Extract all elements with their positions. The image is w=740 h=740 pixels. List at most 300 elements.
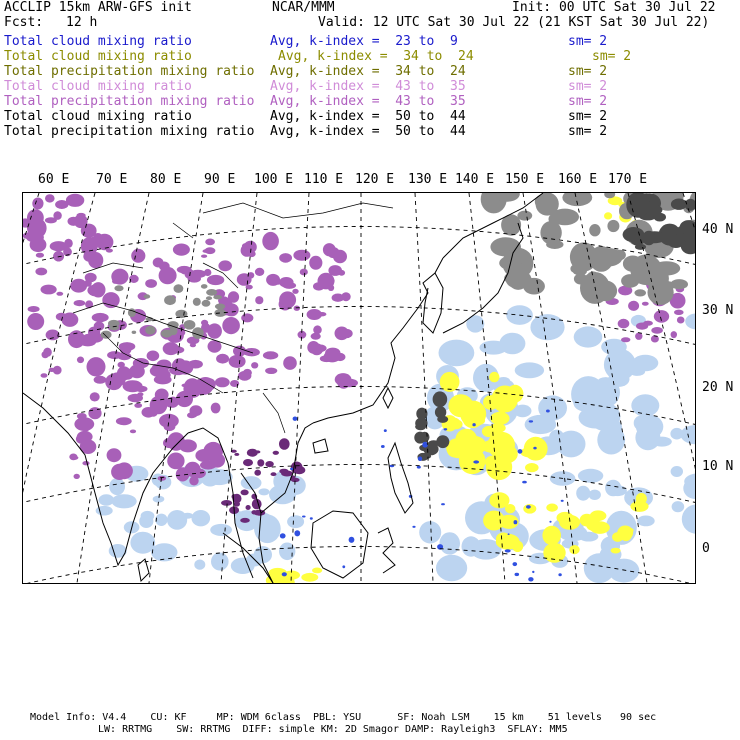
field-name: Total precipitation mixing ratio (4, 94, 255, 109)
precip-patch (35, 268, 47, 276)
precip-patch-dark (234, 453, 239, 456)
precip-patch (53, 366, 62, 375)
high-cloud-patch (595, 248, 622, 266)
field-avg: Avg, k-index = 34 to 24 (278, 49, 474, 64)
light-cloud-patch (685, 313, 695, 329)
light-cloud-patch (672, 501, 685, 512)
precip-patch (187, 412, 196, 418)
precip-patch (176, 391, 193, 407)
high-cloud-patch (213, 295, 222, 299)
low-cloud-speck (349, 537, 355, 543)
lon-label: 130 E (408, 172, 448, 187)
precip-patch (118, 362, 125, 368)
high-cloud-patch-dark (671, 199, 687, 210)
precip-patch (159, 414, 179, 428)
light-cloud-patch (211, 553, 229, 571)
low-cloud-speck (381, 445, 385, 448)
lon-label: 80 E (150, 172, 182, 187)
cloud-patch-yellow (493, 444, 518, 464)
precip-patch (85, 300, 93, 308)
light-cloud-patch (499, 333, 525, 355)
light-cloud-patch (258, 488, 269, 495)
precip-patch (155, 389, 169, 401)
precip-patch (148, 407, 158, 417)
precip-patch (335, 353, 346, 361)
precip-patch (116, 462, 133, 479)
field-name: Total cloud mixing ratio (4, 34, 192, 49)
light-cloud-patch (194, 560, 205, 570)
low-cloud-speck (472, 423, 475, 426)
high-cloud-patch (653, 261, 681, 275)
precip-patch-dark (254, 470, 261, 476)
cloud-patch-yellow (512, 541, 523, 552)
low-cloud-speck (561, 500, 564, 502)
precip-patch (43, 348, 52, 357)
precip-patch (89, 236, 103, 243)
low-cloud-speck (526, 505, 531, 509)
precip-patch (91, 282, 105, 297)
precip-patch (70, 279, 87, 293)
light-cloud-patch (531, 421, 543, 429)
high-cloud-patch-dark (436, 435, 449, 448)
field-avg: Avg, k-index = 43 to 35 (270, 94, 466, 109)
precip-patch (50, 241, 68, 251)
lon-label: 120 E (355, 172, 395, 187)
precip-patch (112, 279, 119, 284)
precip-patch (283, 282, 297, 289)
low-cloud-speck (384, 429, 387, 432)
light-cloud-patch (155, 514, 167, 526)
precip-patch (46, 330, 60, 341)
high-cloud-patch (144, 294, 151, 298)
precip-patch-dark (257, 459, 264, 466)
hainan-coastline (313, 439, 328, 453)
precip-patch (307, 341, 319, 354)
cloud-patch-yellow (489, 372, 499, 383)
light-cloud-patch (574, 326, 603, 347)
light-cloud-patch (589, 490, 601, 500)
precip-patch (205, 239, 215, 246)
light-cloud-patch (439, 340, 475, 367)
light-cloud-patch (109, 478, 125, 495)
precip-patch (74, 417, 94, 431)
light-cloud-patch (637, 516, 655, 527)
precip-patch (77, 213, 86, 218)
light-cloud-patch (515, 362, 544, 378)
light-cloud-patch (682, 504, 695, 533)
cloud-patch-yellow (301, 573, 318, 582)
precip-patch-dark (246, 505, 251, 510)
precip-patch (203, 249, 210, 253)
taiwan-coastline (383, 388, 393, 408)
precip-patch (28, 306, 40, 312)
precip-patch-dark (265, 461, 273, 467)
precip-patch (129, 275, 139, 283)
precip-patch (677, 317, 685, 324)
precip-patch (318, 273, 335, 290)
light-cloud-patch (153, 496, 165, 503)
light-cloud-patch (578, 469, 603, 483)
low-cloud-speck (549, 521, 551, 523)
precip-patch (137, 392, 143, 396)
light-cloud-patch (192, 510, 211, 526)
precip-patch (134, 403, 142, 408)
field-avg: Avg, k-index = 23 to 9 (270, 34, 458, 49)
precip-patch (66, 194, 84, 207)
precip-patch (338, 270, 345, 276)
low-cloud-speck (282, 572, 287, 576)
cloud-patch-yellow (569, 545, 579, 554)
precip-patch (642, 302, 649, 306)
low-cloud-speck (293, 417, 298, 421)
light-cloud-patch (634, 416, 647, 430)
precip-patch (41, 373, 48, 378)
precip-patch (116, 417, 132, 425)
high-cloud-patch-dark (667, 234, 684, 248)
high-cloud-patch (634, 289, 646, 296)
low-cloud-speck (518, 449, 523, 454)
precip-patch (218, 260, 232, 271)
precip-patch (651, 335, 659, 342)
precip-patch (87, 357, 106, 376)
high-cloud-patch-dark (437, 416, 448, 423)
precip-patch (209, 453, 225, 468)
model-info-line2: LW: RRTMG SW: RRTMG DIFF: simple KM: 2D Smagor DAMP: Rayleigh3 SFLAY: MM5 (98, 724, 568, 735)
precip-patch-dark (241, 490, 249, 496)
fcst-value: 12 h (66, 15, 98, 30)
precip-patch (27, 313, 44, 330)
high-cloud-patch (201, 284, 208, 289)
high-cloud-patch (132, 331, 137, 334)
cloud-patch-yellow (617, 526, 633, 540)
high-cloud-patch (114, 285, 123, 291)
low-cloud-speck (294, 530, 300, 536)
precip-patch (262, 232, 279, 250)
field-avg: Avg, k-index = 50 to 44 (270, 109, 466, 124)
lon-label: 140 E (455, 172, 495, 187)
lon-label: 110 E (304, 172, 344, 187)
precip-patch (189, 476, 198, 485)
high-cloud-patch (206, 296, 212, 300)
precip-patch (279, 253, 292, 263)
high-cloud-patch (202, 300, 211, 307)
lat-label: 30 N (702, 303, 734, 318)
high-cloud-patch (664, 281, 674, 291)
high-cloud-patch (193, 298, 201, 306)
light-cloud-patch (514, 405, 532, 418)
low-cloud-speck (522, 481, 527, 484)
lon-label: 70 E (96, 172, 128, 187)
high-cloud-patch (164, 295, 176, 305)
precip-patch (53, 251, 64, 262)
lon-label: 100 E (254, 172, 294, 187)
precip-patch (341, 292, 350, 301)
precip-patch (323, 243, 336, 256)
precip-patch-dark (279, 469, 288, 474)
field-sm: sm= 2 (592, 49, 632, 64)
precip-patch (173, 244, 190, 256)
lat-label: 40 N (702, 222, 734, 237)
lat-label: 20 N (702, 380, 734, 395)
model-title: ACCLIP 15km ARW-GFS init (4, 0, 192, 15)
high-cloud-patch (523, 278, 545, 295)
high-cloud-patch-dark (642, 231, 655, 245)
cloud-patch-yellow (492, 386, 519, 413)
map-panel (22, 192, 696, 584)
precip-patch (216, 354, 229, 364)
precip-patch-dark (271, 472, 277, 476)
philippines-coastline (388, 443, 413, 513)
light-cloud-patch (109, 544, 127, 558)
high-cloud-patch (607, 220, 619, 232)
lon-label: 90 E (204, 172, 236, 187)
low-cloud-speck (473, 460, 479, 463)
precip-patch (77, 357, 84, 364)
low-cloud-speck (508, 533, 510, 535)
precip-patch (56, 292, 63, 296)
cloud-patch-yellow (490, 412, 509, 425)
precip-patch (283, 356, 297, 370)
light-cloud-patch (439, 532, 460, 554)
precip-patch (241, 313, 253, 322)
precip-patch (85, 273, 97, 282)
precip-patch (255, 268, 264, 276)
light-cloud-patch (466, 315, 484, 332)
light-cloud-patch (436, 555, 467, 582)
low-cloud-speck (558, 573, 561, 576)
field-name: Total precipitation mixing ratio (4, 64, 255, 79)
field-name: Total precipitation mixing ratio (4, 124, 255, 139)
precip-patch (618, 319, 630, 329)
high-cloud-patch (206, 289, 217, 296)
light-cloud-patch (419, 521, 441, 543)
precip-patch (119, 342, 136, 351)
cloud-patch-yellow (636, 493, 647, 504)
light-cloud-patch (167, 510, 187, 530)
precip-patch (671, 331, 677, 338)
light-cloud-patch (631, 394, 659, 416)
precip-patch (636, 323, 648, 330)
lat-label: 0 (702, 541, 710, 556)
precip-patch (181, 269, 190, 275)
low-cloud-speck (514, 520, 518, 524)
precip-patch (130, 430, 136, 434)
precip-patch (179, 439, 197, 452)
map-canvas (23, 193, 695, 583)
light-cloud-patch (629, 367, 645, 376)
low-cloud-speck (418, 456, 422, 461)
light-cloud-patch (141, 511, 155, 521)
precip-patch (102, 292, 119, 308)
cloud-patch-yellow (505, 504, 515, 513)
precip-patch (307, 309, 322, 320)
model-info-line1: Model Info: V4.4 CU: KF MP: WDM 6class PBL: YSU SF: Noah LSM 15 km 51 levels 90 sec (30, 712, 657, 723)
high-cloud-patch (101, 331, 112, 339)
precip-patch (654, 310, 669, 323)
cloud-patch-yellow (482, 426, 496, 437)
low-cloud-speck (280, 533, 286, 538)
high-cloud-patch-dark (626, 193, 650, 218)
precip-patch (131, 249, 145, 263)
field-sm: sm= 2 (568, 109, 608, 124)
low-cloud-speck (441, 503, 445, 505)
precip-patch-dark (243, 459, 253, 466)
precip-patch (36, 253, 44, 258)
precip-patch (45, 194, 55, 202)
high-cloud-patch (174, 284, 184, 293)
cloud-patch-yellow (590, 521, 610, 534)
cloud-patch-yellow (559, 515, 580, 530)
field-sm: sm= 2 (568, 79, 608, 94)
high-cloud-patch (621, 274, 639, 288)
precip-patch-dark (252, 499, 262, 509)
high-cloud-patch (589, 224, 600, 236)
light-cloud-patch (96, 506, 113, 516)
precip-patch (201, 255, 207, 258)
lon-label: 150 E (505, 172, 545, 187)
field-avg: Avg, k-index = 50 to 44 (270, 124, 466, 139)
precip-patch (53, 211, 61, 220)
cloud-patch-yellow (542, 526, 561, 545)
low-cloud-speck (532, 571, 534, 573)
precip-patch (109, 454, 117, 458)
precip-patch (193, 378, 213, 395)
high-cloud-patch (517, 211, 532, 221)
precip-patch (251, 362, 258, 368)
low-cloud-speck (533, 447, 536, 450)
precip-field-layer (23, 193, 695, 583)
precip-patch (292, 289, 298, 294)
precip-patch (309, 256, 322, 270)
low-cloud-speck (528, 577, 533, 581)
high-cloud-patch (108, 320, 120, 327)
precip-patch (190, 270, 207, 278)
light-cloud-patch (210, 524, 232, 536)
precip-patch (88, 327, 100, 338)
precip-patch (123, 380, 143, 392)
light-cloud-patch (579, 407, 612, 429)
cloud-patch-yellow (546, 504, 558, 512)
sulawesi-coastline (378, 528, 395, 573)
precip-patch (628, 301, 639, 311)
precip-patch (207, 275, 224, 285)
field-avg: Avg, k-index = 34 to 24 (270, 64, 466, 79)
low-cloud-speck (444, 428, 448, 430)
lon-label: 60 E (38, 172, 70, 187)
light-cloud-patch (287, 515, 304, 528)
field-sm: sm= 2 (568, 94, 608, 109)
precip-patch (335, 373, 352, 386)
light-cloud-patch (279, 543, 295, 561)
light-cloud-patch (112, 494, 137, 508)
high-cloud-patch (184, 320, 196, 330)
field-sm: sm= 2 (568, 64, 608, 79)
light-cloud-patch (604, 349, 636, 381)
precip-patch (70, 456, 78, 460)
precip-patch (172, 402, 178, 405)
precip-patch-dark (279, 438, 290, 450)
precip-patch (341, 329, 353, 338)
precip-patch (159, 262, 170, 271)
field-sm: sm= 2 (568, 124, 608, 139)
light-cloud-patch (671, 466, 683, 477)
precip-patch (154, 375, 172, 384)
precip-patch (313, 325, 322, 334)
precip-patch (215, 377, 230, 387)
precip-patch (129, 365, 145, 379)
precip-patch (90, 392, 100, 401)
precip-patch (145, 279, 157, 288)
low-cloud-speck (290, 468, 293, 470)
precip-patch (172, 358, 187, 373)
korea-coastline (423, 273, 443, 333)
high-cloud-patch (215, 304, 225, 310)
precip-patch (651, 327, 663, 334)
light-cloud-patch (652, 437, 672, 447)
cloud-patch-yellow (312, 568, 322, 574)
precip-patch (222, 317, 240, 334)
lat-label: 10 N (702, 459, 734, 474)
precip-patch-dark (247, 449, 258, 457)
low-cloud-speck (310, 517, 313, 519)
high-cloud-patch-dark (415, 418, 427, 429)
precip-patch (238, 371, 251, 381)
cloud-patch-yellow (604, 212, 612, 219)
precip-patch (269, 279, 279, 284)
cloud-patch-yellow (447, 445, 463, 458)
precip-patch (32, 198, 43, 210)
precip-patch (62, 313, 79, 327)
precip-patch (311, 333, 321, 340)
light-cloud-patch (530, 314, 564, 340)
high-cloud-patch (535, 194, 551, 209)
high-cloud-patch (546, 240, 563, 249)
field-name: Total cloud mixing ratio (4, 79, 192, 94)
precip-patch (157, 360, 172, 371)
fcst-label: Fcst: (4, 15, 44, 30)
light-cloud-patch (576, 486, 590, 501)
light-cloud-patch (99, 494, 115, 505)
light-cloud-patch (670, 428, 683, 440)
low-cloud-speck (505, 549, 511, 552)
precip-patch (147, 351, 160, 362)
light-cloud-patch (231, 558, 255, 574)
low-cloud-speck (342, 565, 345, 568)
precip-patch (94, 376, 107, 384)
low-cloud-speck (515, 573, 520, 576)
low-cloud-speck (513, 562, 518, 566)
precip-patch (27, 209, 44, 226)
org-label: NCAR/MMM (272, 0, 335, 15)
light-cloud-patch (557, 431, 586, 458)
precip-patch (621, 337, 630, 342)
precip-patch (82, 461, 89, 465)
field-name: Total cloud mixing ratio (4, 49, 192, 64)
cloud-patch-yellow (611, 548, 621, 554)
valid-time: Valid: 12 UTC Sat 30 Jul 22 (21 KST Sat 30 Jul 22) (318, 15, 710, 30)
init-time: Init: 00 UTC Sat 30 Jul 22 (512, 0, 716, 15)
precip-patch (71, 336, 77, 341)
precip-patch (41, 285, 57, 295)
precip-patch (26, 232, 44, 242)
precip-patch (263, 351, 278, 359)
field-name: Total cloud mixing ratio (4, 109, 192, 124)
low-cloud-speck (412, 526, 415, 528)
light-cloud-patch (584, 553, 615, 583)
precip-patch (265, 368, 277, 374)
precip-patch (293, 250, 310, 261)
high-cloud-patch-dark (433, 391, 448, 407)
